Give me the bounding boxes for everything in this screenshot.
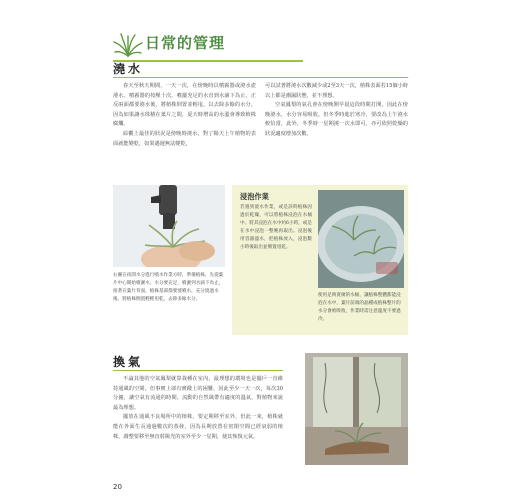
page-number: 20 (113, 483, 122, 491)
window-photo (305, 353, 408, 465)
watering-divider (113, 77, 408, 78)
watering-heading: 澆水 (113, 62, 144, 76)
watering-col1-para1: 春天至秋天期間，一天一次，在傍晚時以噴霧器或澆水壺澆水。噴霧器的按壓十次，噴灑充足的水直到水滴下為止。正反兩面都要澆水後，將植株倒置並輕甩，以去除多餘的水分。因為如果讓水珠積在葉片之間，夏天時增高的水溫會導致植株腐爛。 (113, 83, 256, 128)
soak-photo (318, 190, 404, 288)
page-title: 日常的管理 (145, 34, 226, 52)
soak-caption: 使用足夠寬廣的水桶，讓植株整體都能浸泡在水中，葉片前端的晶種成植株整片的水分會被吸收，作業時需注意溫度不要過冷。 (318, 293, 401, 322)
watering-col1-para2: 綜觀上最佳的狀況是傍晚時澆水，對了陽天上午植物的表面就能變乾，如果邁遲無法變乾， (113, 130, 256, 147)
page-header (113, 30, 413, 66)
watering-col1 (113, 82, 256, 149)
spray-caption: 右圖在夜間水分進行噴水作業方時，準備植株，先從葉片中心開始噴灑水，水分要充足，噴灑到水滴下為止，接著在葉片背面，植株基部都要澆噴水，充分澆過水後，將植株倒置輕輕甩乾，去除多餘水分。 (113, 273, 224, 302)
ventilation-heading: 換氣 (113, 355, 144, 369)
air-plant-icon (113, 32, 143, 60)
ventilation-para1: 不論其他的空氣鳳梨就算栽種在室內，最理想的環境也是擺戶一直維持通風的空間，但事實上卻有實踐上的困難，因此至少一天一次，每次30分鐘，讓空氣有流通的時間。流動的自然風帶有適度的溫氣，對植物來說最為理想。 (113, 376, 283, 411)
ventilation-divider (113, 370, 283, 371)
watering-col2 (265, 82, 408, 140)
soak-text: 若遇到澆水作業，或是該時植株因過於乾燥，可以將植株浸泡在水桶中。將其浸泡在水中約6小時，或是在水中浸泡一整晚再取出。浸泡後用容器盛水，把植株放入，浸泡數小時後取出並倒置甩乾。 (240, 205, 312, 250)
spray-photo (113, 185, 225, 267)
soak-title: 浸泡作業 (240, 192, 269, 201)
watering-col2-para2: 空氣鳳梨的氣孔會在傍晚開早晨這段時間打開，因此在傍晚澆水，水分容易吸收。但冬季時進於寒冷，要改為上午澆水較恰當，此外，冬季時一星期澆一次水即可，亦可依照乾燥的狀況適度增加次數。 (265, 102, 408, 137)
ventilation-text (113, 375, 283, 442)
ventilation-para2: 擺放在通風不良場所中的植株，要定期移至室外，但此一來，植株就能在外面生長通過數次的蒸發，因為長期放置在密閉空間已經衰弱的植株，調整要移至無直射陽光的室外至少一星期，使其恢復元氣。 (113, 414, 283, 440)
watering-col2-para1: 可以試著將澆水次數減少或2至3天一次，植株表面若15個小時以上都是潮濕狀態，並不理想。 (265, 83, 408, 99)
